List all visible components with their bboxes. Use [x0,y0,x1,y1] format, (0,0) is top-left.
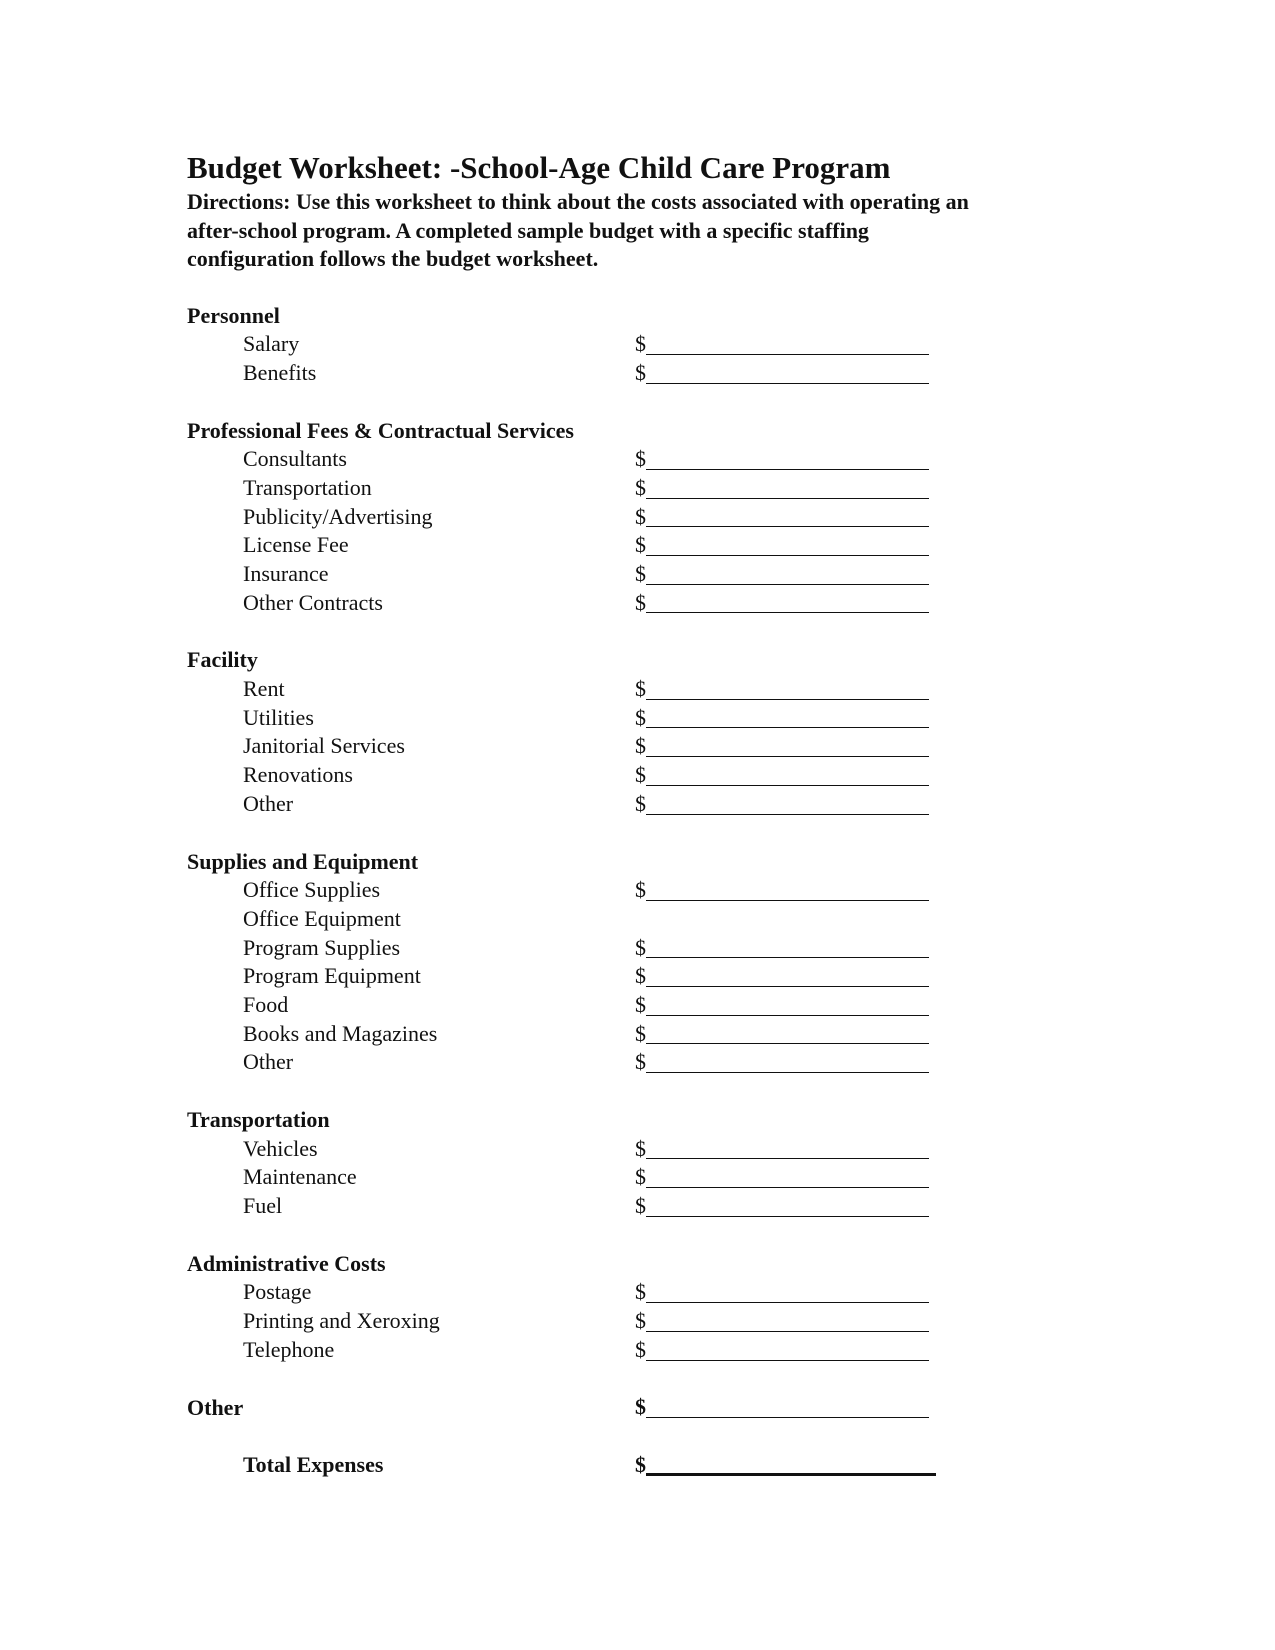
item-label: Other [243,790,294,816]
amount-blank[interactable] [646,1281,929,1303]
dollar-sign: $ [635,991,646,1017]
amount-blank[interactable] [646,735,929,757]
budget-line-item [187,1278,1087,1307]
budget-line-item [187,531,1087,560]
section-personnel [187,302,1087,388]
amount-field[interactable] [635,474,929,503]
budget-line-item [187,675,1087,704]
worksheet-page [187,148,1087,1509]
amount-field[interactable] [635,503,929,532]
dollar-sign: $ [635,676,646,702]
directions-line: Directions: Use this worksheet to think about the costs associated with operating an [187,189,969,214]
amount-blank[interactable] [646,1022,929,1044]
amount-blank[interactable] [646,965,929,987]
dollar-sign: $ [635,359,646,385]
section-heading: Personnel [187,302,280,328]
dollar-sign: $ [635,934,646,960]
section-other [187,1394,1087,1423]
amount-field[interactable] [635,761,929,790]
amount-blank[interactable] [646,1051,929,1073]
amount-field[interactable] [635,330,929,359]
item-label: Printing and Xeroxing [243,1308,440,1334]
section-heading: Administrative Costs [187,1250,386,1276]
budget-line-item [187,1135,1087,1164]
budget-line-item [187,1394,1087,1423]
item-label: Maintenance [243,1164,357,1190]
total-expenses-label: Total Expenses [243,1452,384,1478]
amount-blank[interactable] [646,591,929,613]
dollar-sign: $ [635,963,646,989]
budget-line-item [187,445,1087,474]
item-label: Renovations [243,762,353,788]
dollar-sign: $ [635,1020,646,1046]
item-label: Food [243,991,289,1017]
dollar-sign: $ [635,503,646,529]
item-label: Postage [243,1279,312,1305]
amount-field[interactable] [635,962,929,991]
dollar-sign: $ [635,1279,646,1305]
amount-field[interactable] [635,1135,929,1164]
item-label: Other Contracts [243,589,383,615]
amount-field[interactable] [635,1048,929,1077]
amount-field[interactable] [635,704,929,733]
amount-blank[interactable] [646,879,929,901]
amount-field[interactable] [635,732,929,761]
dollar-sign: $ [635,1049,646,1075]
amount-blank[interactable] [646,448,929,470]
budget-sections [187,302,1087,1480]
dollar-sign: $ [635,1452,646,1478]
item-label: Transportation [243,474,372,500]
amount-blank[interactable] [646,362,929,384]
section-heading: Facility [187,647,258,673]
dollar-sign: $ [635,1336,646,1362]
dollar-sign: $ [635,532,646,558]
amount-blank[interactable] [646,1137,929,1159]
amount-field[interactable] [635,560,929,589]
item-label: License Fee [243,532,349,558]
amount-blank[interactable] [646,936,929,958]
section-transportation [187,1106,1087,1221]
item-label: Books and Magazines [243,1020,438,1046]
budget-line-item [187,790,1087,819]
budget-line-item [187,876,1087,905]
directions-line: after-school program. A completed sample budget with a specific staffing [187,217,869,243]
budget-line-item [187,503,1087,532]
budget-line-item [187,359,1087,388]
dollar-sign: $ [635,762,646,788]
amount-field[interactable] [635,445,929,474]
budget-line-item [187,1020,1087,1049]
amount-field[interactable] [635,1394,929,1423]
dollar-sign: $ [635,733,646,759]
amount-blank[interactable] [646,1396,929,1418]
section-supplies-equipment [187,848,1087,1078]
item-label: Benefits [243,359,317,385]
amount-field[interactable] [635,1192,929,1221]
dollar-sign: $ [635,474,646,500]
item-label: Program Supplies [243,934,401,960]
item-label: Utilities [243,704,314,730]
dollar-sign: $ [635,560,646,586]
amount-blank[interactable] [646,333,929,355]
section-total [187,1451,1087,1480]
budget-line-item [187,732,1087,761]
item-label: Salary [243,331,300,357]
amount-blank[interactable] [646,534,929,556]
amount-blank[interactable] [646,678,929,700]
amount-field[interactable] [635,991,929,1020]
amount-field[interactable] [635,589,929,618]
other-label: Other [187,1394,244,1420]
budget-line-item [187,474,1087,503]
dollar-sign: $ [635,1394,646,1420]
item-label: Telephone [243,1336,335,1362]
amount-field[interactable] [635,1307,929,1336]
dollar-sign: $ [635,704,646,730]
item-label: Rent [243,676,285,702]
budget-line-item [187,704,1087,733]
total-amount-blank[interactable] [646,1452,936,1476]
item-label: Vehicles [243,1135,318,1161]
amount-blank[interactable] [646,1339,929,1361]
amount-blank[interactable] [646,1195,929,1217]
section-professional-fees [187,417,1087,618]
dollar-sign: $ [635,877,646,903]
directions-line: configuration follows the budget worksheet. [187,246,599,271]
amount-field[interactable] [635,790,929,819]
section-heading: Supplies and Equipment [187,848,419,874]
amount-field[interactable] [635,1020,929,1049]
amount-blank[interactable] [646,1310,929,1332]
page-title: Budget Worksheet: -School-Age Child Care Program [187,150,891,185]
budget-line-item [187,962,1087,991]
dollar-sign: $ [635,1193,646,1219]
amount-field[interactable] [635,1163,929,1192]
amount-blank[interactable] [646,764,929,786]
section-heading: Professional Fees & Contractual Services [187,417,574,443]
amount-blank[interactable] [646,477,929,499]
amount-blank[interactable] [646,793,929,815]
amount-field[interactable] [635,934,929,963]
amount-field[interactable] [635,531,929,560]
item-label: Office Equipment [243,905,401,931]
item-label: Program Equipment [243,963,421,989]
amount-blank[interactable] [646,505,929,527]
item-label: Publicity/Advertising [243,503,433,529]
item-label: Office Supplies [243,877,381,903]
item-label: Consultants [243,446,347,472]
budget-line-item [187,1307,1087,1336]
dollar-sign: $ [635,1164,646,1190]
item-label: Other [243,1049,294,1075]
amount-field[interactable] [635,359,929,388]
item-label: Insurance [243,561,329,586]
budget-line-item [187,589,1087,618]
dollar-sign: $ [635,1135,646,1161]
total-expenses-row [187,1451,1087,1480]
budget-line-item [187,934,1087,963]
section-administrative-costs [187,1250,1087,1365]
budget-line-item [187,1048,1087,1077]
amount-blank[interactable] [646,706,929,728]
budget-line-item [187,905,1087,934]
budget-line-item [187,1192,1087,1221]
dollar-sign: $ [635,1308,646,1334]
section-facility [187,646,1087,818]
section-heading: Transportation [187,1107,330,1132]
amount-field[interactable] [635,876,929,905]
item-label: Fuel [243,1193,283,1219]
budget-line-item [187,991,1087,1020]
budget-line-item [187,560,1087,589]
amount-field[interactable] [635,1336,929,1365]
item-label: Janitorial Services [243,733,405,759]
amount-blank[interactable] [646,1166,929,1188]
amount-field[interactable] [635,1278,929,1307]
budget-line-item [187,761,1087,790]
dollar-sign: $ [635,589,646,615]
dollar-sign: $ [635,790,646,816]
amount-blank[interactable] [646,994,929,1016]
amount-field[interactable] [635,675,929,704]
budget-line-item [187,330,1087,359]
dollar-sign: $ [635,331,646,357]
budget-line-item [187,1336,1087,1365]
dollar-sign: $ [635,446,646,472]
total-amount-field[interactable] [635,1451,936,1480]
directions-text [187,188,1087,274]
amount-blank[interactable] [646,563,929,585]
budget-line-item [187,1163,1087,1192]
